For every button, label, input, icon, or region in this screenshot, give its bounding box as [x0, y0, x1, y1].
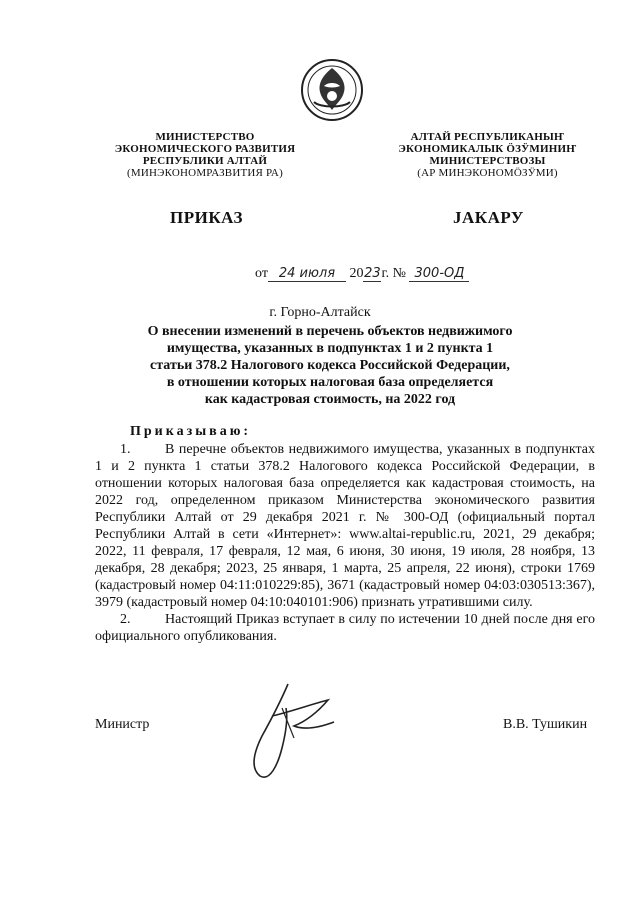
date-prefix: от — [255, 266, 268, 281]
ministry-header-russian — [100, 131, 310, 179]
paragraph — [95, 441, 595, 611]
title-line: статьи 378.2 Налогового кодекса Российской Федерации, — [150, 358, 510, 373]
year-prefix: 20 — [349, 266, 364, 281]
paragraph — [95, 611, 595, 645]
signatory-position: Министр — [95, 717, 150, 732]
title-line: в отношении которых налоговая база определяется — [166, 375, 494, 390]
header-line: ЭКОНОМИЧЕСКОГО РАЗВИТИЯ — [114, 143, 296, 155]
title-line: имущества, указанных в подпунктах 1 и 2 пункта 1 — [166, 341, 494, 356]
city: г. Горно-Алтайск — [269, 305, 371, 320]
handwritten-signature — [242, 678, 342, 788]
doc-type-russian: ПРИКАЗ — [170, 208, 243, 227]
document-body — [95, 441, 595, 645]
header-line: МИНИСТЕРСТВОЗЫ — [429, 155, 546, 167]
header-line: МИНИСТЕРСТВО — [155, 131, 255, 143]
paragraph-text: Настоящий Приказ вступает в силу по истечении 10 дней после дня его официального опубликования. — [95, 612, 595, 644]
number-sign: г. № — [381, 266, 406, 281]
handwritten-year: 23 — [364, 266, 381, 281]
title-line: О внесении изменений в перечень объектов недвижимого — [147, 324, 513, 339]
header-line: РЕСПУБЛИКИ АЛТАЙ — [142, 155, 268, 167]
handwritten-date: 24 июля — [268, 266, 346, 282]
paragraph-text: В перечне объектов недвижимого имущества, указанных в подпунктах 1 и 2 пункта 1 статьи 378.2 Налогового кодекса Российской Федерации, в отношении которых налоговая база определяется как кадастровая стоимость, на 2022 год, определенном приказом Министерства экономического развития Республики Алтай от 29 декабря 2021 г. № 300-ОД (официальный портал Республики Алтай в сети «Интернет»: www.altai-republic.ru, 2021, 29 декабря; 2022, 11 февраля, 17 февраля, 12 мая, 6 июня, 30 июня, 19 июля, 28 ноября, 13 декабря, 28 декабря; 2023, 25 января, 1 марта, 25 апреля, 22 июня), строки 1769 (кадастровый номер 04:11:010229:85), 3671 (кадастровый номер 04:03:030513:367), 3979 (кадастровый номер 04:10:040101:906) признать утратившими силу. — [95, 442, 595, 610]
ministry-header-altai — [375, 131, 600, 179]
header-abbrev: (МИНЭКОНОМРАЗВИТИЯ РА) — [127, 167, 283, 179]
paragraph-number: 1. — [120, 442, 131, 457]
doc-type-altai: ЈАКАРУ — [453, 208, 524, 227]
header-line: АЛТАЙ РЕСПУБЛИКАНЫҤ — [410, 131, 565, 143]
document-title — [110, 323, 550, 408]
paragraph-number: 2. — [120, 612, 131, 627]
title-line: как кадастровая стоимость, на 2022 год — [204, 392, 456, 407]
signatory-name: В.В. Тушикин — [503, 717, 588, 732]
header-line: ЭКОНОМИКАЛЫК ÖЗӰМИНИҤ — [398, 143, 577, 155]
handwritten-number: 300-ОД — [409, 266, 469, 282]
header-abbrev: (АР МИНЭКОНОМÖЗӰМИ) — [417, 167, 558, 179]
order-word: Приказываю: — [130, 424, 252, 439]
date-number-line — [255, 266, 469, 282]
coat-of-arms-emblem — [300, 58, 364, 122]
